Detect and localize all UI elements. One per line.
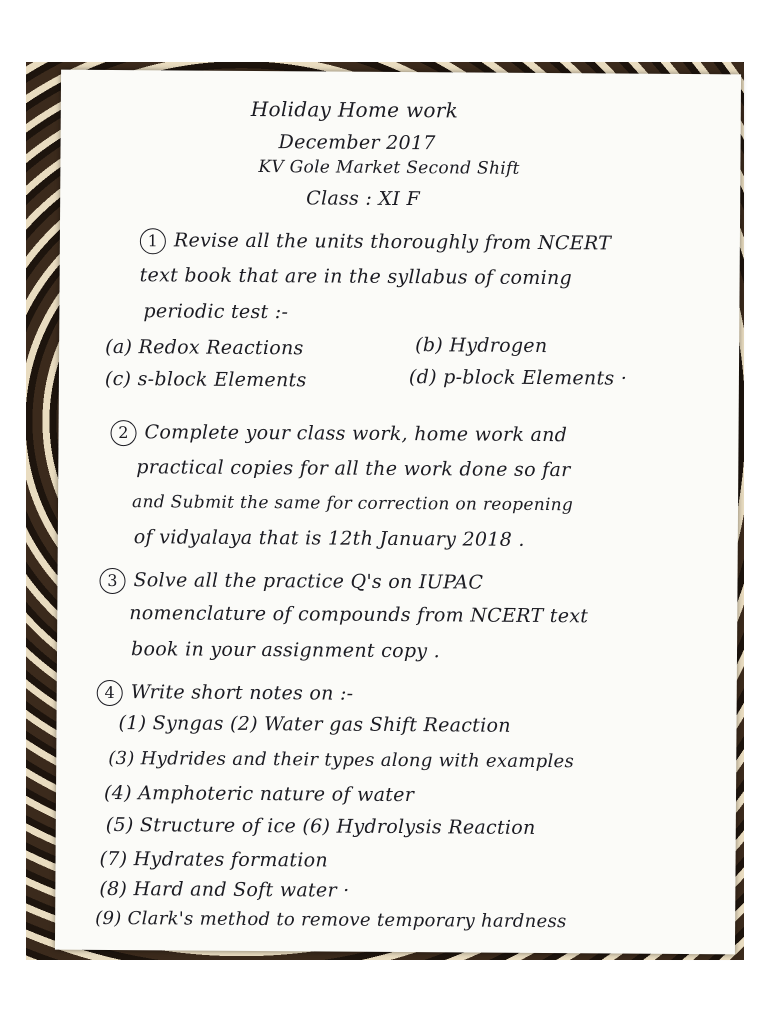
topic-a: (a) Redox Reactions <box>105 335 304 360</box>
note-6: (8) Hard and Soft water · <box>99 877 350 902</box>
note-3: (4) Amphoteric nature of water <box>103 781 415 807</box>
item-3-number: 3 <box>99 568 125 594</box>
item-1-line-1: 1 Revise all the units thoroughly from NCERT <box>140 228 611 257</box>
school-name: KV Gole Market Second Shift <box>258 157 520 179</box>
item-1-number: 1 <box>140 228 166 254</box>
item-1-line-3: periodic test :- <box>143 300 289 324</box>
title: Holiday Home work <box>250 96 459 123</box>
homework-sheet <box>55 70 741 955</box>
item-3-line-1: 3 Solve all the practice Q's on IUPAC <box>99 568 483 597</box>
item-4-number: 4 <box>97 680 123 706</box>
date: December 2017 <box>278 131 436 155</box>
item-2-line-2: practical copies for all the work done so far <box>136 456 571 482</box>
item-2-line-4: of vidyalaya that is 12th January 2018 . <box>133 526 525 551</box>
note-5: (7) Hydrates formation <box>99 847 329 872</box>
item-2-line-1: 2 Complete your class work, home work and <box>110 420 567 449</box>
topic-b: (b) Hydrogen <box>415 334 548 358</box>
item-2-line-3: and Submit the same for correction on reopening <box>131 492 574 516</box>
note-1: (1) Syngas (2) Water gas Shift Reaction <box>118 712 511 737</box>
item-1-line-2: text book that are in the syllabus of coming <box>139 264 573 290</box>
item-4-heading: 4 Write short notes on :- <box>97 680 354 708</box>
topic-d: (d) p-block Elements · <box>408 366 628 390</box>
note-2: (3) Hydrides and their types along with examples <box>108 747 575 773</box>
item-3-line-2: nomenclature of compounds from NCERT text <box>129 602 589 628</box>
topic-c: (c) s-block Elements <box>104 367 307 392</box>
note-7: (9) Clark's method to remove temporary hardness <box>95 907 567 933</box>
item-2-number: 2 <box>110 420 136 446</box>
note-4: (5) Structure of ice (6) Hydrolysis Reaction <box>105 813 536 839</box>
item-3-line-3: book in your assignment copy . <box>130 638 441 663</box>
class-label: Class : XI F <box>306 187 421 211</box>
